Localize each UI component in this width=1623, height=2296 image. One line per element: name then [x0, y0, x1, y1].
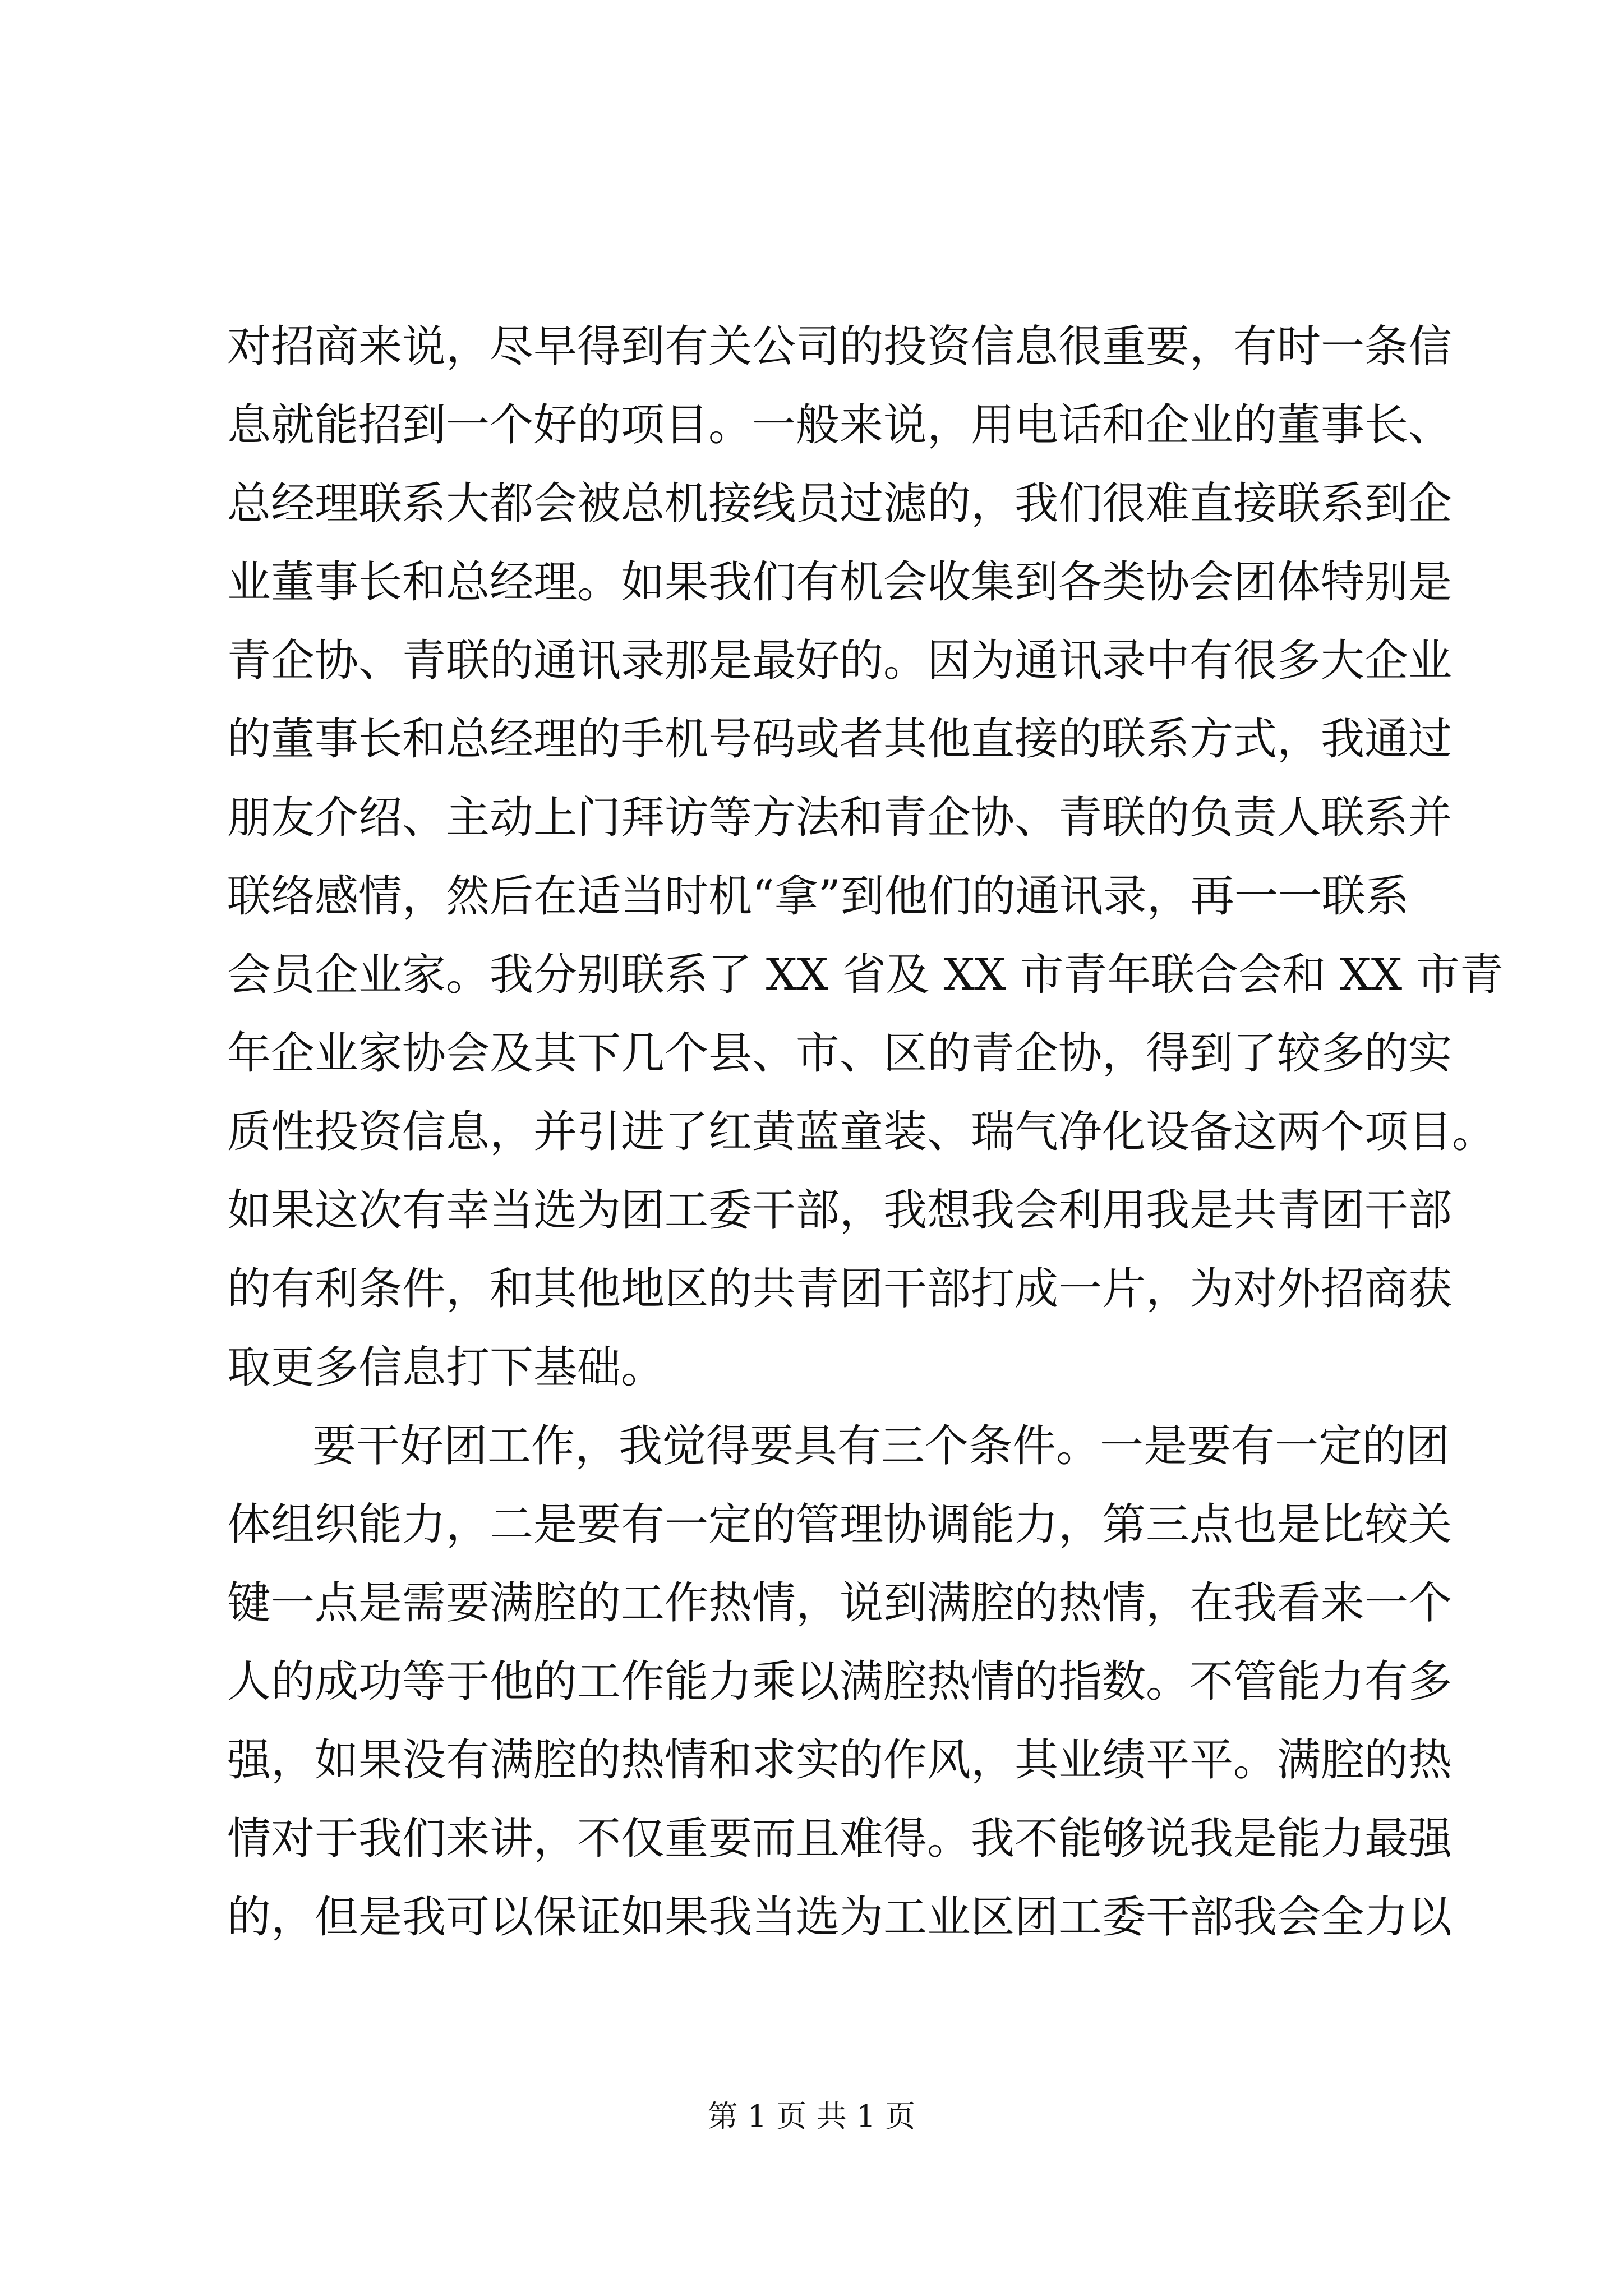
text-line: 年企业家协会及其下几个县、市、区的青企协，得到了较多的实 — [227, 1028, 1453, 1079]
text-line: 人的成功等于他的工作能力乘以满腔热情的指数。不管能力有多 — [227, 1657, 1453, 1707]
text-line: 朋友介绍、主动上门拜访等方法和青企协、青联的负责人联系并 — [227, 793, 1453, 843]
body-text — [227, 307, 1504, 1957]
text-line: 业董事长和总经理。如果我们有机会收集到各类协会团体特别是 — [227, 557, 1453, 608]
text-line: 的董事长和总经理的手机号码或者其他直接的联系方式，我通过 — [227, 714, 1453, 765]
paragraph-first-line: 要干好团工作，我觉得要具有三个条件。一是要有一定的团 — [312, 1421, 1450, 1471]
text-line: 总经理联系大都会被总机接线员过滤的，我们很难直接联系到企 — [227, 478, 1453, 529]
text-line: 的有利条件，和其他地区的共青团干部打成一片，为对外招商获 — [227, 1264, 1453, 1314]
text-line: 取更多信息打下基础。 — [227, 1342, 665, 1393]
text-line: 青企协、青联的通讯录那是最好的。因为通讯录中有很多大企业 — [227, 636, 1453, 686]
text-line: 强，如果没有满腔的热情和求实的作风，其业绩平平。满腔的热 — [227, 1735, 1453, 1786]
page-footer: 第 1 页 共 1 页 — [707, 2099, 916, 2134]
text-line: 息就能招到一个好的项目。一般来说，用电话和企业的董事长、 — [227, 400, 1453, 450]
text-line: 如果这次有幸当选为团工委干部，我想我会利用我是共青团干部 — [227, 1185, 1453, 1236]
text-line: 联络感情，然后在适当时机“拿”到他们的通讯录，再一一联系 — [227, 871, 1409, 922]
text-line: 对招商来说，尽早得到有关公司的投资信息很重要，有时一条信 — [227, 321, 1453, 372]
text-line: 的，但是我可以保证如果我当选为工业区团工委干部我会全力以 — [227, 1892, 1453, 1943]
text-line: 质性投资信息，并引进了红黄蓝童装、瑞气净化设备这两个项目。 — [227, 1107, 1496, 1157]
text-line: 情对于我们来讲，不仅重要而且难得。我不能够说我是能力最强 — [227, 1814, 1453, 1864]
text-line: 会员企业家。我分别联系了 XX 省及 XX 市青年联合会和 XX 市青 — [227, 950, 1504, 1000]
text-line: 键一点是需要满腔的工作热情，说到满腔的热情，在我看来一个 — [227, 1578, 1453, 1628]
text-line: 体组织能力，二是要有一定的管理协调能力，第三点也是比较关 — [227, 1499, 1453, 1550]
